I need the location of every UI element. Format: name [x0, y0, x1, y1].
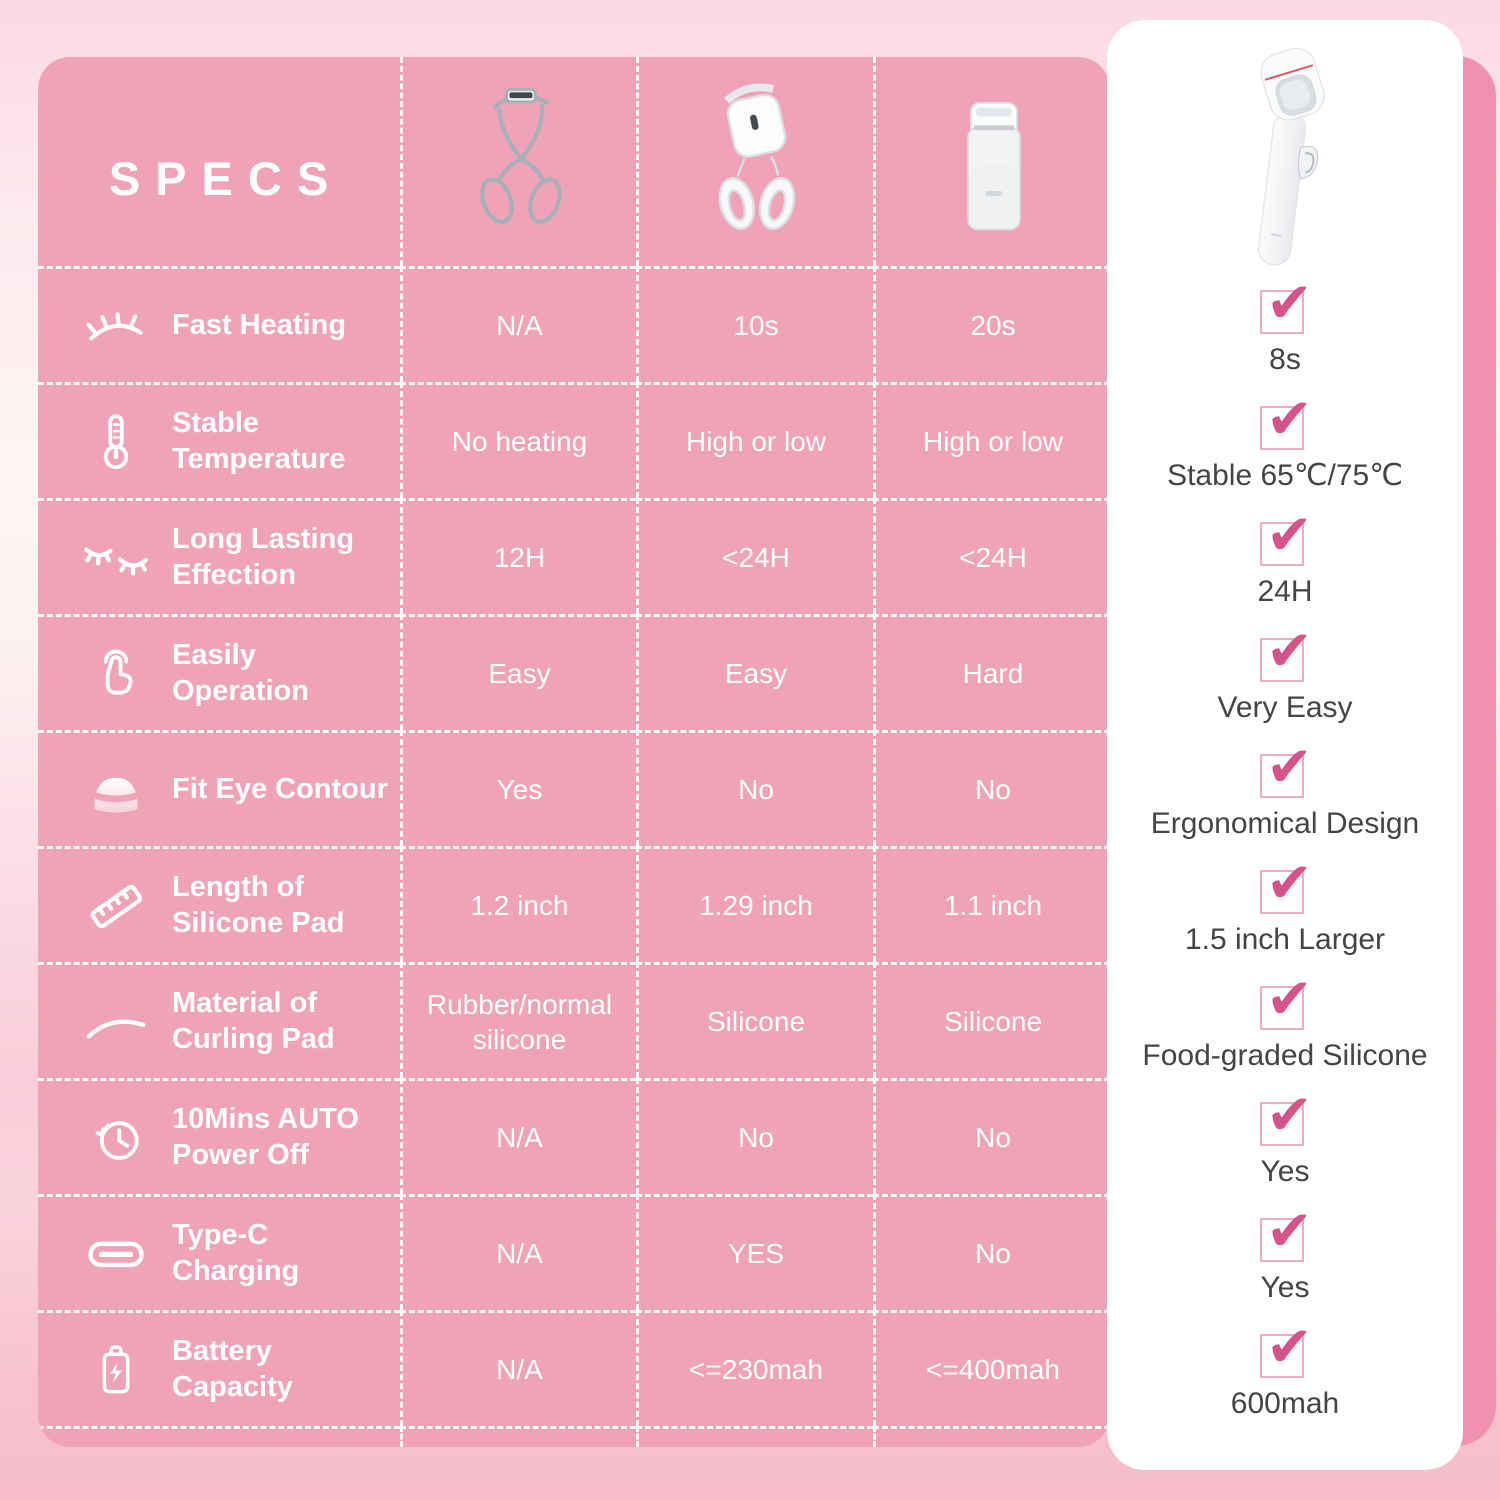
feature-cell-type-c [38, 1194, 400, 1310]
value-cell [400, 266, 636, 382]
auto-off-clock-icon [78, 1107, 154, 1169]
value-text: 10s [733, 310, 779, 341]
spec-check-item [1107, 1316, 1463, 1432]
value-cell [636, 614, 873, 730]
value-cell [873, 1194, 1110, 1310]
value-cell [873, 962, 1110, 1078]
check-item-label: 8s [1269, 343, 1301, 376]
spec-check-item [1107, 272, 1463, 388]
check-glyph: ✔ [1266, 1315, 1313, 1380]
value-cell [636, 498, 873, 614]
hero-product-panel [1107, 20, 1463, 1470]
check-glyph: ✔ [1266, 387, 1313, 452]
heated-eyelash-curler-image [636, 57, 873, 266]
check-glyph: ✔ [1266, 735, 1313, 800]
check-item-label: Ergonomical Design [1150, 807, 1420, 840]
value-text: 1.1 inch [943, 890, 1043, 921]
value-cell [400, 730, 636, 846]
value-text: No [975, 774, 1011, 805]
spec-check-item [1107, 504, 1463, 620]
compact-heated-curler-image [873, 57, 1110, 266]
value-cell [400, 962, 636, 1078]
table-footer-spacer [38, 1426, 400, 1447]
value-text: <=230mah [689, 1354, 823, 1385]
check-glyph: ✔ [1266, 851, 1313, 916]
feature-label: 10Mins AUTO Power Off [172, 1103, 359, 1171]
eye-pad-icon [78, 760, 154, 820]
feature-label: Long Lasting Effection [172, 523, 355, 591]
value-cell [400, 614, 636, 730]
value-cell [636, 846, 873, 962]
checkmark-icon [1260, 271, 1313, 336]
feature-label: Type-C Charging [172, 1219, 300, 1287]
value-text: 20s [970, 310, 1016, 341]
specs-grid [38, 57, 1110, 1447]
battery-icon [78, 1337, 154, 1403]
feature-label: Easily Operation [172, 639, 309, 707]
spec-check-item [1107, 1084, 1463, 1200]
spec-check-item [1107, 736, 1463, 852]
check-glyph: ✔ [1266, 619, 1313, 684]
spec-check-item [1107, 968, 1463, 1084]
value-text: No [738, 774, 774, 805]
feature-cell-eyelashes [38, 498, 400, 614]
check-item-label: 1.5 inch Larger [1184, 923, 1386, 956]
check-item-label: 600mah [1230, 1387, 1340, 1420]
feature-cell-eye-pad [38, 730, 400, 846]
feature-label: Stable Temperature [172, 407, 346, 475]
value-text: N/A [496, 1122, 543, 1153]
value-cell [873, 1310, 1110, 1426]
value-text: N/A [496, 1238, 543, 1269]
feature-label: Fast Heating [172, 308, 347, 341]
check-glyph: ✔ [1266, 271, 1313, 336]
value-cell [873, 266, 1110, 382]
feature-cell-eyelash [38, 266, 400, 382]
feature-cell-battery [38, 1310, 400, 1426]
value-text: 12H [493, 542, 546, 573]
checkmark-icon [1260, 735, 1313, 800]
value-text: N/A [496, 1354, 543, 1385]
check-glyph: ✔ [1266, 503, 1313, 568]
feature-label: Fit Eye Contour [172, 772, 388, 805]
value-cell [400, 1310, 636, 1426]
value-cell [636, 382, 873, 498]
checkmark-icon [1260, 503, 1313, 568]
check-glyph: ✔ [1266, 1199, 1313, 1264]
value-cell [873, 730, 1110, 846]
feature-cell-lash-curve [38, 962, 400, 1078]
check-item-label: Food-graded Silicone [1142, 1039, 1428, 1072]
value-text: No heating [451, 426, 588, 457]
spec-check-item [1107, 620, 1463, 736]
value-cell [636, 266, 873, 382]
check-glyph: ✔ [1266, 967, 1313, 1032]
value-cell [636, 1194, 873, 1310]
value-text: High or low [922, 426, 1064, 457]
feature-label: Length of Silicone Pad [172, 871, 345, 939]
value-cell [873, 498, 1110, 614]
checkmark-icon [1260, 967, 1313, 1032]
value-text: Hard [962, 658, 1024, 689]
hero-heated-curler-image [1107, 38, 1463, 282]
checkmark-icon [1260, 851, 1313, 916]
table-footer-spacer [400, 1426, 636, 1447]
table-footer-spacer [873, 1426, 1110, 1447]
table-footer-spacer [636, 1426, 873, 1447]
feature-cell-tap-finger [38, 614, 400, 730]
value-cell [636, 1310, 873, 1426]
value-text: Easy [488, 658, 551, 689]
feature-cell-thermometer [38, 382, 400, 498]
value-cell [873, 614, 1110, 730]
value-text: <=400mah [926, 1354, 1060, 1385]
checkmark-icon [1260, 619, 1313, 684]
value-cell [636, 962, 873, 1078]
specs-header-cell [38, 57, 400, 266]
value-cell [873, 846, 1110, 962]
feature-cell-auto-off-clock [38, 1078, 400, 1194]
value-text: No [975, 1122, 1011, 1153]
value-cell [636, 730, 873, 846]
value-cell [400, 846, 636, 962]
specs-table-card [38, 57, 1110, 1447]
manual-eyelash-curler-image [400, 57, 636, 266]
checkmark-icon [1260, 387, 1313, 452]
eyelash-icon [78, 297, 154, 355]
lash-curve-icon [78, 999, 154, 1045]
spec-check-item [1107, 1200, 1463, 1316]
value-text: Easy [724, 658, 788, 689]
hero-spec-checklist [1107, 272, 1463, 1432]
value-text: <24H [959, 542, 1027, 573]
value-cell [636, 1078, 873, 1194]
feature-label: Material of Curling Pad [172, 987, 335, 1055]
value-text: N/A [496, 310, 543, 341]
value-text: Silicone [706, 1006, 806, 1037]
value-cell [400, 1194, 636, 1310]
thermometer-icon [78, 409, 154, 475]
value-text: YES [727, 1238, 785, 1269]
value-cell [400, 382, 636, 498]
value-cell [873, 382, 1110, 498]
page-title: SPECS [108, 152, 344, 205]
check-glyph: ✔ [1266, 1083, 1313, 1148]
value-text: High or low [685, 426, 827, 457]
value-text: 1.2 inch [470, 890, 569, 921]
value-text: <24H [722, 542, 790, 573]
value-cell [400, 498, 636, 614]
value-cell [873, 1078, 1110, 1194]
value-cell [400, 1078, 636, 1194]
check-item-label: Yes [1260, 1271, 1310, 1304]
ruler-icon [78, 873, 154, 939]
value-text: Silicone [943, 1006, 1043, 1037]
check-item-label: Very Easy [1217, 691, 1353, 724]
spec-check-item [1107, 852, 1463, 968]
type-c-icon [78, 1228, 154, 1280]
feature-label: Battery Capacity [172, 1335, 293, 1403]
value-text: Yes [496, 774, 543, 805]
checkmark-icon [1260, 1315, 1313, 1380]
value-text: Rubber/normal silicone [426, 988, 613, 1055]
checkmark-icon [1260, 1083, 1313, 1148]
value-text: No [738, 1122, 774, 1153]
value-text: 1.29 inch [699, 890, 813, 921]
eyelashes-icon [78, 531, 154, 585]
check-item-label: Stable 65℃/75℃ [1167, 459, 1403, 492]
checkmark-icon [1260, 1199, 1313, 1264]
check-item-label: Yes [1260, 1155, 1310, 1188]
value-text: No [975, 1238, 1011, 1269]
feature-cell-ruler [38, 846, 400, 962]
spec-check-item [1107, 388, 1463, 504]
check-item-label: 24H [1257, 575, 1313, 608]
tap-finger-icon [78, 641, 154, 707]
